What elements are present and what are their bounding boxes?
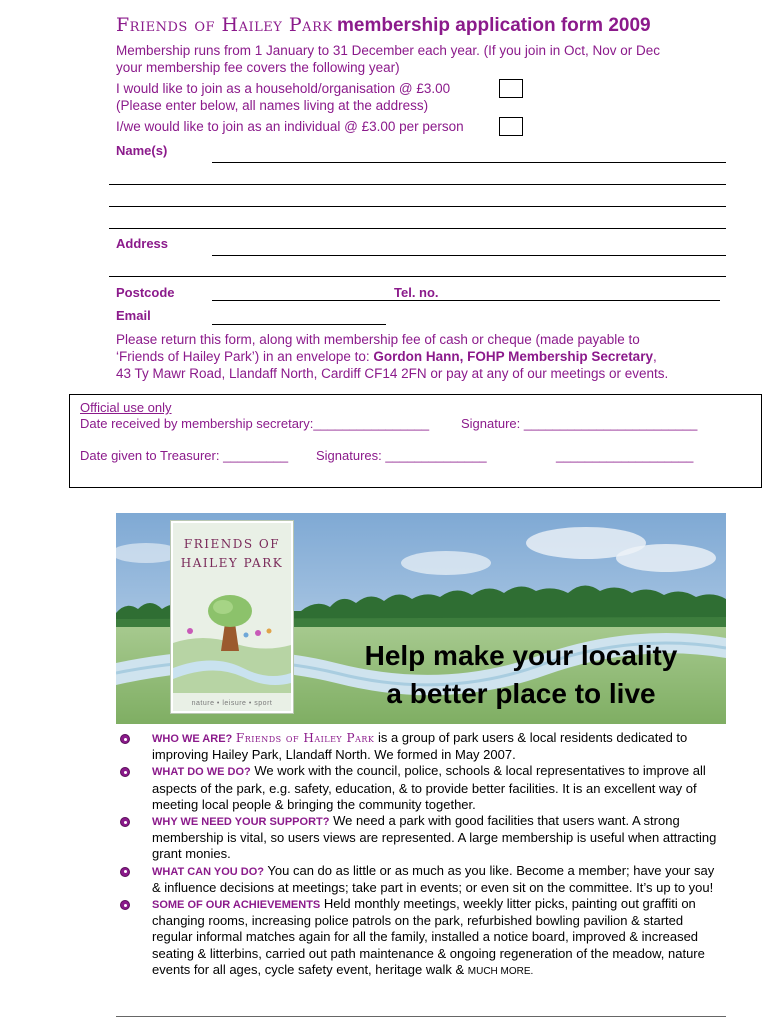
household-option-label: I would like to join as a household/organisation @ £3.00 bbox=[116, 81, 451, 96]
address-field-line-2[interactable] bbox=[109, 276, 726, 277]
bullet-keyword: WHAT DO WE DO? bbox=[152, 766, 251, 779]
banner-headline bbox=[321, 637, 721, 713]
secretary-name: Gordon Hann, FOHP Membership Secretary bbox=[373, 349, 653, 364]
individual-option-label: I/we would like to join as an individual @ £3.00 per person bbox=[116, 119, 464, 134]
email-label: Email bbox=[116, 308, 151, 323]
bullet-org-name: Friends of Hailey Park bbox=[235, 731, 375, 745]
date-received-field: Date received by membership secretary:________________ bbox=[80, 416, 430, 431]
bullet-text: Held monthly meetings, weekly litter picks, painting out graffiti on changing rooms, increasing police patrols on the park, refurbished bowling pavilion & started regular informal matches again for all the family, installed a notice board, improved & increased seating & litterbins, carried out path maintenance & ongoing regeneration of the meadow, nature events for all ages, cycle safety event, heritage walk & bbox=[152, 896, 705, 977]
list-item bbox=[116, 813, 726, 863]
address-label: Address bbox=[116, 236, 169, 251]
bullet-text: We need a park with good facilities that users want. A strong membership is vital, so users views are represented. A large membership is useful when attracting grant monies. bbox=[152, 813, 717, 862]
bullet-icon bbox=[120, 900, 130, 910]
official-use-heading: Official use only bbox=[80, 400, 172, 415]
bullet-text: is a group of park users & local residents dedicated to improving Hailey Park, Llandaff North. We formed in May 2007. bbox=[152, 730, 688, 763]
org-name: Friends of Hailey Park bbox=[116, 14, 333, 36]
bullet-text: You can do as little or as much as you like. Become a member; have your say & influence decisions at meetings; take part in events; or even sit on the committee. It’s up to you! bbox=[152, 862, 715, 895]
bullet-tail: MUCH MORE. bbox=[467, 965, 534, 977]
postcode-tel-field-line[interactable] bbox=[212, 300, 720, 301]
return-info-line-2 bbox=[116, 348, 657, 365]
headline-line-2: a better place to live bbox=[386, 678, 656, 709]
return-info-line-1: Please return this form, along with membership fee of cash or cheque (made payable to bbox=[116, 332, 640, 347]
tree-icon bbox=[173, 573, 291, 693]
bullet-icon bbox=[120, 767, 130, 777]
bullet-text: We work with the council, police, schools & local representatives to improve all aspects of the park, e.g. safety, education, & to provide better facilities. It is an excellent way of meeting local people & bringing the community together. bbox=[152, 763, 706, 812]
logo-tagline: nature • leisure • sport bbox=[191, 700, 273, 707]
bullet-icon bbox=[120, 817, 130, 827]
second-signature-field: ___________________ bbox=[556, 448, 694, 463]
bullet-keyword: WHAT CAN YOU DO? bbox=[152, 865, 265, 878]
form-title: membership application form 2009 bbox=[337, 15, 651, 36]
signatures-field: Signatures: ______________ bbox=[316, 448, 487, 463]
return-info-line-3: 43 Ty Mawr Road, Llandaff North, Cardiff CF14 2FN or pay at any of our meetings or events. bbox=[116, 366, 669, 381]
return-info-comma: , bbox=[652, 349, 657, 364]
email-field-line[interactable] bbox=[212, 324, 386, 325]
footer-divider bbox=[116, 1016, 726, 1017]
list-item bbox=[116, 863, 726, 896]
intro-line-1: Membership runs from 1 January to 31 December each year. (If you join in Oct, Nov or Dec bbox=[116, 43, 660, 58]
bullet-keyword: WHO WE ARE? bbox=[152, 733, 233, 745]
intro-line-2: your membership fee covers the following year) bbox=[116, 60, 400, 75]
signature-field: Signature: ________________________ bbox=[461, 416, 698, 431]
names-field-line-2[interactable] bbox=[109, 184, 726, 185]
headline-line-1: Help make your locality bbox=[364, 640, 678, 671]
bullet-keyword: WHY WE NEED YOUR SUPPORT? bbox=[152, 816, 330, 829]
list-item bbox=[116, 896, 726, 980]
individual-checkbox[interactable] bbox=[499, 117, 523, 136]
address-field-line-1[interactable] bbox=[212, 255, 726, 256]
date-given-field: Date given to Treasurer: _________ bbox=[80, 448, 289, 463]
names-field-line-4[interactable] bbox=[109, 228, 726, 229]
tel-label: Tel. no. bbox=[394, 285, 439, 300]
info-bullet-list bbox=[116, 730, 726, 980]
bullet-keyword: SOME OF OUR ACHIEVEMENTS bbox=[152, 899, 321, 912]
form-header bbox=[116, 14, 651, 37]
household-option-note: (Please enter below, all names living at the address) bbox=[116, 98, 429, 113]
list-item bbox=[116, 730, 726, 763]
return-info-text: ‘Friends of Hailey Park’) in an envelope to: bbox=[116, 349, 374, 364]
promo-banner bbox=[116, 513, 726, 724]
names-field-line-1[interactable] bbox=[212, 162, 726, 163]
logo-line-2: HAILEY PARK bbox=[180, 556, 284, 570]
official-use-box bbox=[69, 394, 762, 488]
list-item bbox=[116, 763, 726, 813]
logo-line-1: FRIENDS OF bbox=[183, 537, 281, 551]
fohp-logo bbox=[171, 521, 293, 713]
names-label: Name(s) bbox=[116, 143, 168, 158]
household-checkbox[interactable] bbox=[499, 79, 523, 98]
bullet-icon bbox=[120, 867, 130, 877]
bullet-icon bbox=[120, 734, 130, 744]
postcode-label: Postcode bbox=[116, 285, 175, 300]
names-field-line-3[interactable] bbox=[109, 206, 726, 207]
